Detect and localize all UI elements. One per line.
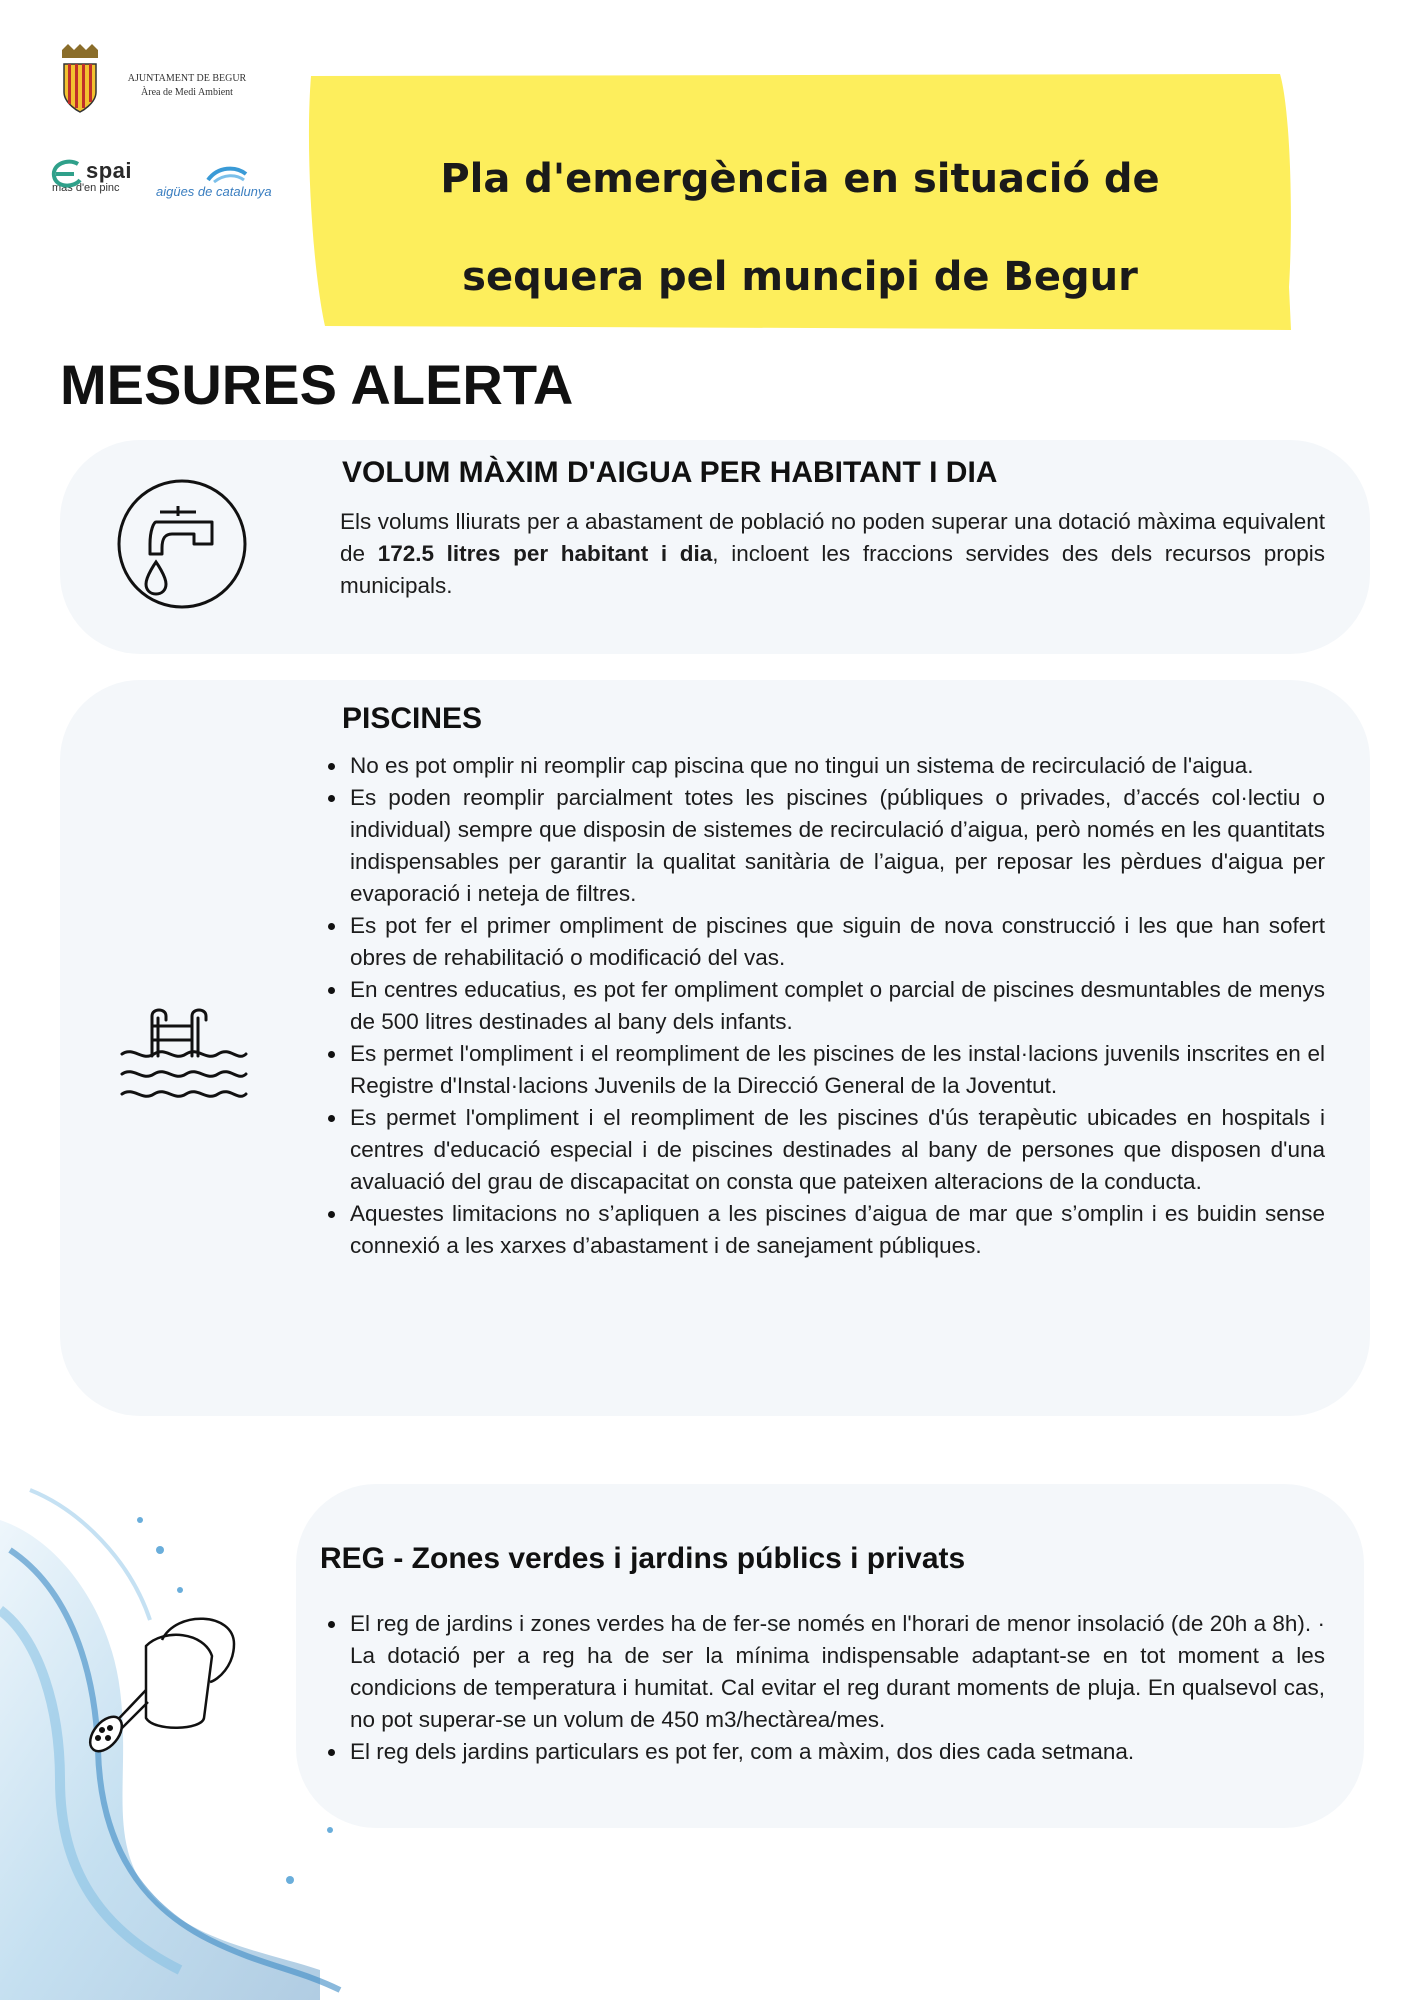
espai-sub: mas d'en pinc (52, 182, 120, 194)
list-item: Es pot fer el primer ompliment de piscines que siguin de nova construcció i les que han sofert obres de rehabilitació o modificació del vas. (328, 910, 1325, 974)
section-heading: MESURES ALERTA (60, 353, 574, 416)
aigues-wave-icon (206, 164, 248, 186)
espai-logo (48, 158, 148, 194)
espai-swirl-icon (48, 158, 86, 192)
watering-can-icon (84, 1606, 244, 1756)
list-item: Aquestes limitacions no s’apliquen a les piscines d’aigua de mar que s’omplin i es buidin sense connexió a les xarxes d’abastament i de sanejament públiques. (328, 1198, 1325, 1262)
list-item: Es permet l'ompliment i el reompliment de les piscines d'ús terapèutic ubicades en hospitals i centres d'educació especial i de piscines destinades al bany de persones que disposen d'una avaluació del grau de discapacitat on consta que pateixen alteracions de la conducta. (328, 1102, 1325, 1198)
swimming-pool-icon (120, 1000, 248, 1112)
list-item: Es permet l'ompliment i el reompliment de les piscines de les instal·lacions juvenils inscrites en el Registre d'Instal·lacions Juvenils de la Direcció General de la Joventut. (328, 1038, 1325, 1102)
municipality-name: AJUNTAMENT DE BEGUR (127, 73, 247, 84)
volum-title: VOLUM MÀXIM D'AIGUA PER HABITANT I DIA (342, 456, 998, 489)
volum-text (340, 506, 1325, 602)
municipality-label (112, 72, 262, 100)
title-line-1: Pla d'emergència en situació de (440, 156, 1160, 202)
list-item: Es poden reomplir parcialment totes les piscines (públiques o privades, d’accés col·lectiu o individual) sempre que disposin de sistemes de recirculació d’aigua, però només en les quantitats indispensables per garantir la qualitat sanitària de l’aigua, per reposar les pèrdues d'aigua per evaporació i neteja de filtres. (328, 782, 1325, 910)
title-line-2: sequera pel muncipi de Begur (462, 254, 1138, 300)
list-item: En centres educatius, es pot fer ompliment complet o parcial de piscines desmuntables de menys de 500 litres destinades al bany dels infants. (328, 974, 1325, 1038)
page-title (330, 130, 1270, 326)
department-name: Àrea de Medi Ambient (141, 87, 233, 98)
list-item: El reg dels jardins particulars es pot fer, com a màxim, dos dies cada setmana. (328, 1736, 1325, 1768)
piscines-title: PISCINES (342, 702, 483, 735)
reg-list (328, 1608, 1325, 1768)
aigues-logo (156, 164, 296, 199)
list-item: El reg de jardins i zones verdes ha de fer-se només en l'horari de menor insolació (de 20h a 8h). · La dotació per a reg ha de ser la mínima indispensable adaptant-se en tot moment a les condicions de temperatura i humitat. Cal evitar el reg durant moments de pluja. En qualsevol cas, no pot superar-se un volum de 450 m3/hectàrea/mes. (328, 1608, 1325, 1736)
water-tap-icon (116, 478, 248, 610)
espai-brand: spai (86, 158, 133, 183)
aigues-brand: aigües de catalunya (156, 184, 272, 199)
reg-title: REG - Zones verdes i jardins públics i privats (320, 1542, 966, 1575)
list-item: No es pot omplir ni reomplir cap piscina que no tingui un sistema de recirculació de l'aigua. (328, 750, 1325, 782)
piscines-list (328, 750, 1325, 1262)
volum-text-bold: 172.5 litres per habitant i dia (377, 541, 713, 566)
municipal-crest-logo (58, 44, 102, 114)
volum-text-after: , incloent les fraccions servides des dels recursos propis municipals. (340, 541, 1325, 598)
volum-text-before: Els volums lliurats per a abastament de població no poden superar una dotació màxima equivalent de (340, 509, 1325, 566)
